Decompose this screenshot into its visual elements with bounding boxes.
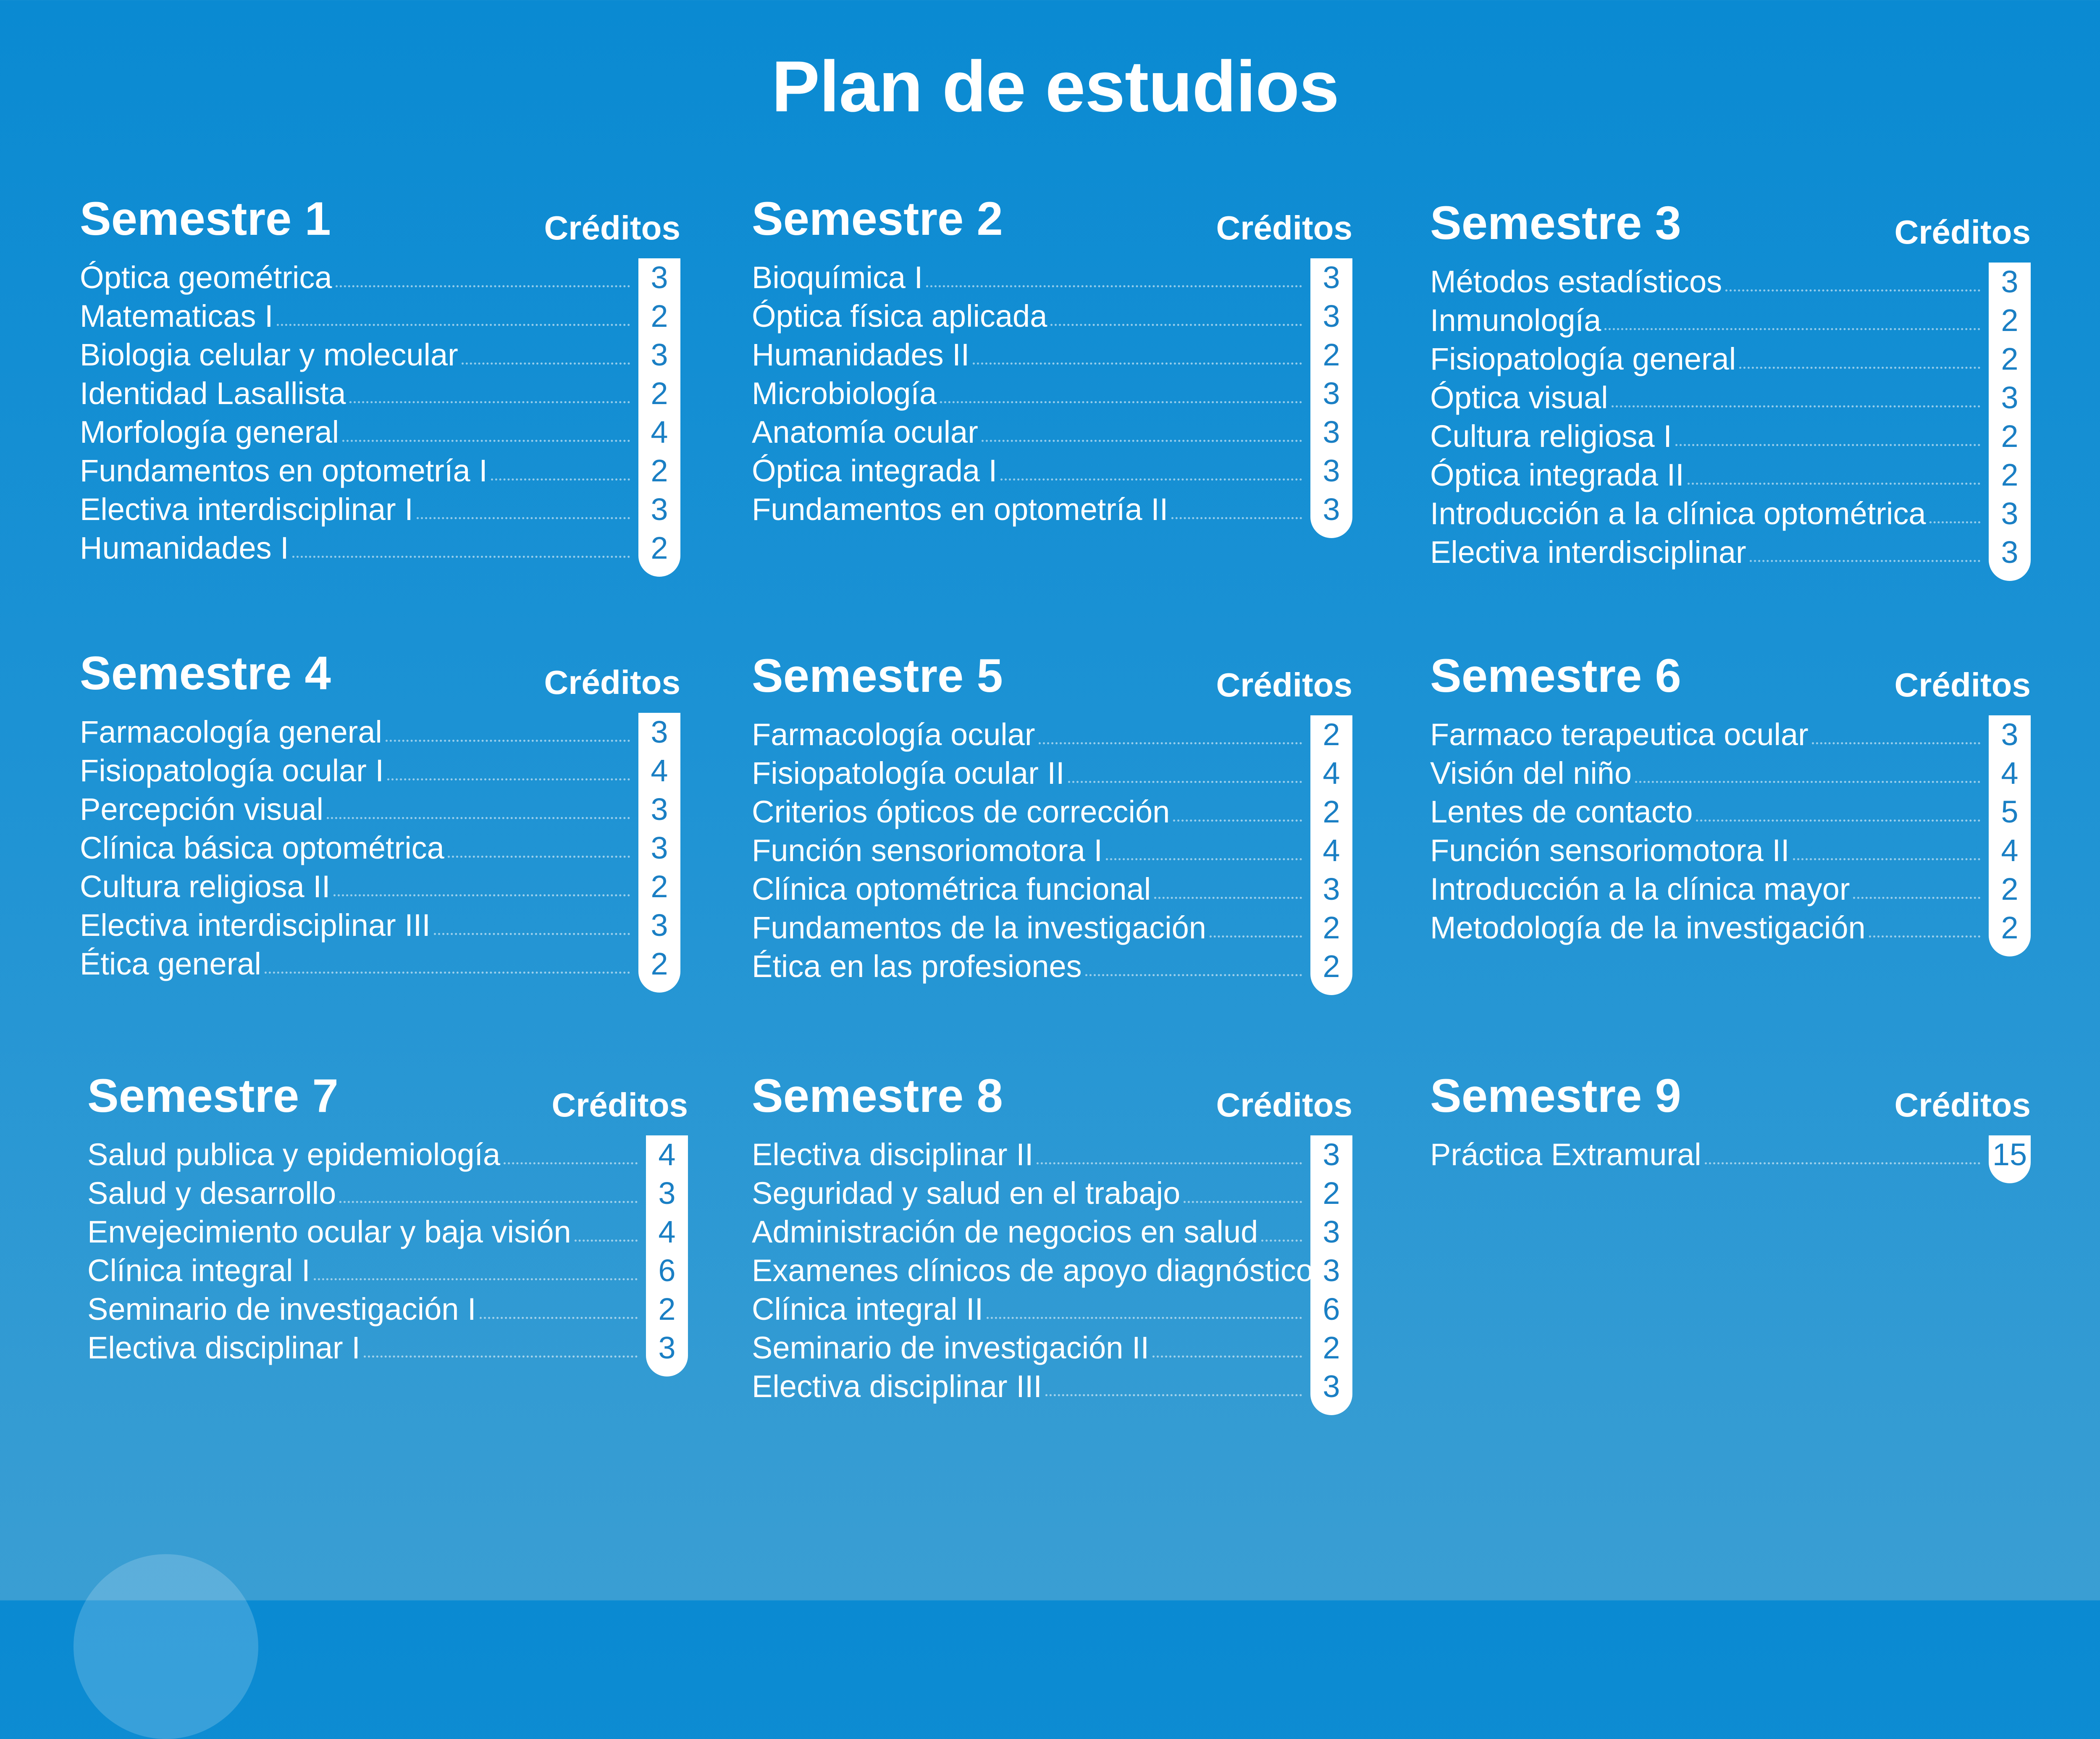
course-row [1430,831,2031,870]
course-name: Introducción a la clínica mayor [1430,872,1850,906]
dotted-leader [1869,935,1980,938]
course-credits: 2 [651,869,668,904]
dotted-leader [1793,858,1980,860]
course-credits: 3 [651,715,668,749]
course-name: Electiva disciplinar III [752,1369,1042,1404]
course-name: Salud y desarrollo [87,1176,336,1211]
course-row [752,870,1352,909]
dotted-leader [386,740,630,742]
course-name: Clínica optométrica funcional [752,872,1151,906]
dotted-leader [448,856,630,858]
course-credits: 3 [1323,492,1340,527]
course-list [752,715,1352,986]
course-credits: 2 [1323,1176,1340,1211]
credits-header: Créditos [1894,213,2031,251]
course-credits: 3 [1323,453,1340,488]
course-credits: 4 [658,1214,676,1249]
course-credits: 2 [2001,872,2019,906]
course-credits: 4 [658,1137,676,1172]
course-row [752,715,1352,754]
dotted-leader [1853,897,1980,899]
course-credits: 3 [1323,1137,1340,1172]
course-credits: 2 [1323,910,1340,945]
dotted-leader [265,972,630,974]
course-credits: 5 [2001,794,2019,829]
dotted-leader [1750,560,1980,562]
decorative-circle [74,1554,258,1739]
credits-header: Créditos [1216,666,1352,704]
course-row [87,1174,688,1213]
dotted-leader [434,933,630,935]
course-name: Seminario de investigación II [752,1330,1150,1365]
dotted-leader [1688,483,1980,485]
course-name: Óptica física aplicada [752,299,1047,334]
dotted-leader [973,363,1302,365]
course-name: Electiva disciplinar II [752,1137,1034,1172]
dotted-leader [1106,858,1302,860]
course-credits: 2 [1323,794,1340,829]
course-row [752,1329,1352,1367]
course-name: Clínica básica optométrica [80,830,444,865]
course-name: Microbiología [752,376,937,411]
course-credits: 4 [1323,833,1340,868]
course-name: Ética en las profesiones [752,949,1082,984]
course-credits: 2 [651,299,668,334]
semester-header [1430,195,2031,258]
course-row [752,413,1352,452]
dotted-leader [1739,367,1980,369]
course-list [752,258,1352,529]
course-row [1430,909,2031,947]
course-credits: 2 [651,946,668,981]
course-row [80,452,680,490]
course-credits: 2 [1323,337,1340,372]
course-row [80,713,680,751]
course-credits: 3 [651,260,668,295]
course-row [87,1251,688,1290]
dotted-leader [1085,974,1302,976]
course-credits: 3 [658,1330,676,1365]
course-credits: 6 [658,1253,676,1288]
course-row [80,867,680,906]
page-title: Plan de estudios [772,46,1339,127]
dotted-leader [1068,781,1302,783]
course-name: Humanidades I [80,531,289,565]
dotted-leader [987,1317,1302,1319]
semester-9-block [1430,1068,2031,1174]
dotted-leader [1000,478,1302,481]
course-row [752,452,1352,490]
dotted-leader [1612,405,1980,407]
course-credits: 4 [1323,756,1340,791]
course-name: Examenes clínicos de apoyo diagnóstico [752,1253,1313,1288]
semester-title: Semestre 2 [752,192,1003,245]
course-credits: 3 [1323,376,1340,411]
course-name: Lentes de contacto [1430,794,1693,829]
dotted-leader [1696,820,1980,822]
course-row [1430,1135,2031,1174]
dotted-leader [982,440,1302,442]
course-row [80,945,680,983]
course-list [87,1135,688,1367]
dotted-leader [504,1162,638,1164]
dotted-leader [349,401,630,403]
course-name: Óptica integrada II [1430,457,1684,492]
course-row [80,258,680,297]
semester-title: Semestre 9 [1430,1069,1681,1122]
dotted-leader [1050,324,1302,326]
course-list [752,1135,1352,1406]
course-credits: 2 [1323,717,1340,752]
course-row [752,1251,1352,1290]
dotted-leader [1152,1355,1302,1358]
course-name: Cultura religiosa I [1430,419,1672,454]
course-name: Morfología general [80,415,339,449]
course-credits: 2 [651,453,668,488]
course-name: Seminario de investigación I [87,1292,476,1327]
course-name: Fundamentos de la investigación [752,910,1206,945]
course-row [752,947,1352,986]
course-credits: 4 [2001,833,2019,868]
course-row [80,529,680,567]
credits-header: Créditos [551,1086,688,1124]
course-row [1430,793,2031,831]
dotted-leader [1039,742,1302,744]
course-row [752,793,1352,831]
dotted-leader [333,894,630,896]
dotted-leader [1675,444,1980,446]
course-credits: 3 [2001,380,2019,415]
dotted-leader [1725,289,1980,292]
course-name: Clínica integral II [752,1292,984,1327]
course-credits: 6 [1323,1292,1340,1327]
semester-4-block [80,646,680,983]
course-row [1430,301,2031,340]
course-row [1430,378,2031,417]
course-credits: 3 [1323,415,1340,449]
course-name: Óptica visual [1430,380,1608,415]
course-name: Bioquímica I [752,260,923,295]
course-list [1430,263,2031,572]
course-credits: 3 [2001,535,2019,570]
course-row [80,790,680,829]
course-name: Farmaco terapeutica ocular [1430,717,1809,752]
course-credits: 2 [2001,910,2019,945]
course-row [752,336,1352,374]
course-name: Administración de negocios en salud [752,1214,1258,1249]
course-credits: 3 [1323,872,1340,906]
dotted-leader [1173,820,1302,822]
semester-title: Semestre 5 [752,649,1003,702]
dotted-leader [314,1278,638,1280]
course-row [1430,715,2031,754]
course-list [1430,715,2031,947]
course-name: Fisiopatología general [1430,341,1736,376]
course-name: Clínica integral I [87,1253,310,1288]
course-name: Óptica integrada I [752,453,998,488]
course-name: Función sensoriomotora I [752,833,1102,868]
course-credits: 4 [2001,756,2019,791]
credits-header: Créditos [544,209,680,247]
course-name: Fisiopatología ocular I [80,753,384,788]
course-row [1430,870,2031,909]
course-row [752,831,1352,870]
dotted-leader [1604,328,1980,330]
dotted-leader [364,1355,638,1358]
course-row [87,1213,688,1251]
course-credits: 3 [1323,1369,1340,1404]
course-name: Práctica Extramural [1430,1137,1701,1172]
course-name: Percepción visual [80,792,323,827]
dotted-leader [1705,1162,1980,1164]
course-row [87,1290,688,1329]
semester-header [80,191,680,254]
course-name: Electiva interdisciplinar III [80,908,430,943]
course-row [80,751,680,790]
course-credits: 2 [1323,949,1340,984]
dotted-leader [462,363,630,365]
course-credits: 3 [1323,1253,1340,1288]
course-name: Humanidades II [752,337,970,372]
dotted-leader [327,817,630,819]
semester-title: Semestre 3 [1430,197,1681,249]
course-name: Anatomía ocular [752,415,978,449]
semester-7-block [87,1068,688,1367]
course-row [80,413,680,452]
semester-1-block [80,191,680,567]
course-row [1430,417,2031,456]
course-name: Farmacología ocular [752,717,1035,752]
course-row [752,1213,1352,1251]
course-row [752,374,1352,413]
course-name: Métodos estadísticos [1430,264,1722,299]
dotted-leader [339,1201,638,1203]
course-name: Fundamentos en optometría I [80,453,488,488]
course-row [80,829,680,867]
course-name: Fundamentos en optometría II [752,492,1168,527]
course-credits: 3 [2001,717,2019,752]
course-credits: 3 [1323,260,1340,295]
course-row [80,297,680,336]
course-credits: 3 [1323,299,1340,334]
course-name: Visión del niño [1430,756,1632,791]
course-row [1430,340,2031,378]
dotted-leader [342,440,630,442]
course-row [1430,494,2031,533]
dotted-leader [480,1317,638,1319]
course-name: Farmacología general [80,715,382,749]
course-row [80,374,680,413]
course-credits: 4 [651,415,668,449]
course-credits: 2 [2001,341,2019,376]
course-credits: 2 [651,376,668,411]
course-name: Seguridad y salud en el trabajo [752,1176,1181,1211]
course-credits: 2 [1323,1330,1340,1365]
semester-title: Semestre 8 [752,1069,1003,1122]
course-credits: 2 [651,531,668,565]
course-row [80,906,680,945]
dotted-leader [1635,781,1980,783]
course-list [80,713,680,983]
semester-title: Semestre 6 [1430,649,1681,702]
course-row [752,297,1352,336]
dotted-leader [491,478,630,481]
course-credits: 3 [651,908,668,943]
course-name: Matematicas I [80,299,273,334]
semester-title: Semestre 7 [87,1069,339,1122]
course-name: Identidad Lasallista [80,376,346,411]
dotted-leader [1045,1394,1302,1396]
course-name: Introducción a la clínica optométrica [1430,496,1926,531]
course-name: Electiva interdisciplinar I [80,492,413,527]
course-credits: 2 [2001,457,2019,492]
course-name: Electiva interdisciplinar [1430,535,1746,570]
course-name: Electiva disciplinar I [87,1330,360,1365]
course-credits: 2 [658,1292,676,1327]
course-row [80,336,680,374]
dotted-leader [417,517,630,519]
semester-title: Semestre 4 [80,647,331,699]
dotted-leader [1812,742,1980,744]
semester-title: Semestre 1 [80,192,331,245]
course-name: Inmunología [1430,303,1601,338]
course-name: Función sensoriomotora II [1430,833,1790,868]
course-credits: 3 [651,337,668,372]
course-row [752,1290,1352,1329]
dotted-leader [1184,1201,1302,1203]
semester-header [80,646,680,709]
course-row [752,258,1352,297]
semester-6-block [1430,648,2031,947]
credits-header: Créditos [544,664,680,701]
course-row [752,1174,1352,1213]
course-credits: 3 [2001,264,2019,299]
course-name: Biologia celular y molecular [80,337,458,372]
course-row [1430,456,2031,494]
course-credits: 15 [1992,1137,2027,1172]
dotted-leader [1261,1240,1302,1242]
semester-3-block [1430,195,2031,572]
course-name: Cultura religiosa II [80,869,331,904]
course-name: Metodología de la investigación [1430,910,1866,945]
course-row [752,754,1352,793]
semester-header [752,191,1352,254]
semester-header [752,1068,1352,1131]
course-list [1430,1135,2031,1174]
credits-header: Créditos [1894,666,2031,704]
dotted-leader [1210,935,1302,938]
credits-header: Créditos [1216,209,1352,247]
semester-header [1430,1068,2031,1131]
course-list [80,258,680,567]
course-name: Criterios ópticos de corrección [752,794,1170,829]
course-row [1430,533,2031,572]
course-row [752,1135,1352,1174]
dotted-leader [387,778,630,780]
course-credits: 3 [1323,1214,1340,1249]
course-credits: 4 [651,753,668,788]
semester-8-block [752,1068,1352,1406]
credits-header: Créditos [1894,1086,2031,1124]
course-row [1430,263,2031,301]
course-name: Fisiopatología ocular II [752,756,1065,791]
dotted-leader [1154,897,1302,899]
course-row [1430,754,2031,793]
dotted-leader [1929,521,1981,523]
course-row [87,1329,688,1367]
course-credits: 2 [2001,419,2019,454]
dotted-leader [940,401,1302,403]
course-credits: 3 [651,492,668,527]
course-name: Óptica geométrica [80,260,332,295]
semester-5-block [752,648,1352,986]
course-credits: 3 [658,1176,676,1211]
semester-header [752,648,1352,711]
dotted-leader [277,324,630,326]
dotted-leader [336,285,630,287]
dotted-leader [575,1240,638,1242]
semester-2-block [752,191,1352,529]
course-name: Envejecimiento ocular y baja visión [87,1214,571,1249]
course-credits: 3 [651,830,668,865]
course-row [80,490,680,529]
dotted-leader [1037,1162,1302,1164]
course-row [752,490,1352,529]
course-row [752,1367,1352,1406]
course-row [87,1135,688,1174]
dotted-leader [292,556,630,558]
course-row [752,909,1352,947]
dotted-leader [926,285,1302,287]
semester-header [87,1068,688,1131]
credits-header: Créditos [1216,1086,1352,1124]
semester-header [1430,648,2031,711]
course-credits: 3 [2001,496,2019,531]
course-name: Ética general [80,946,261,981]
dotted-leader [1171,517,1302,519]
course-name: Salud publica y epidemiología [87,1137,501,1172]
course-credits: 2 [2001,303,2019,338]
course-credits: 3 [651,792,668,827]
